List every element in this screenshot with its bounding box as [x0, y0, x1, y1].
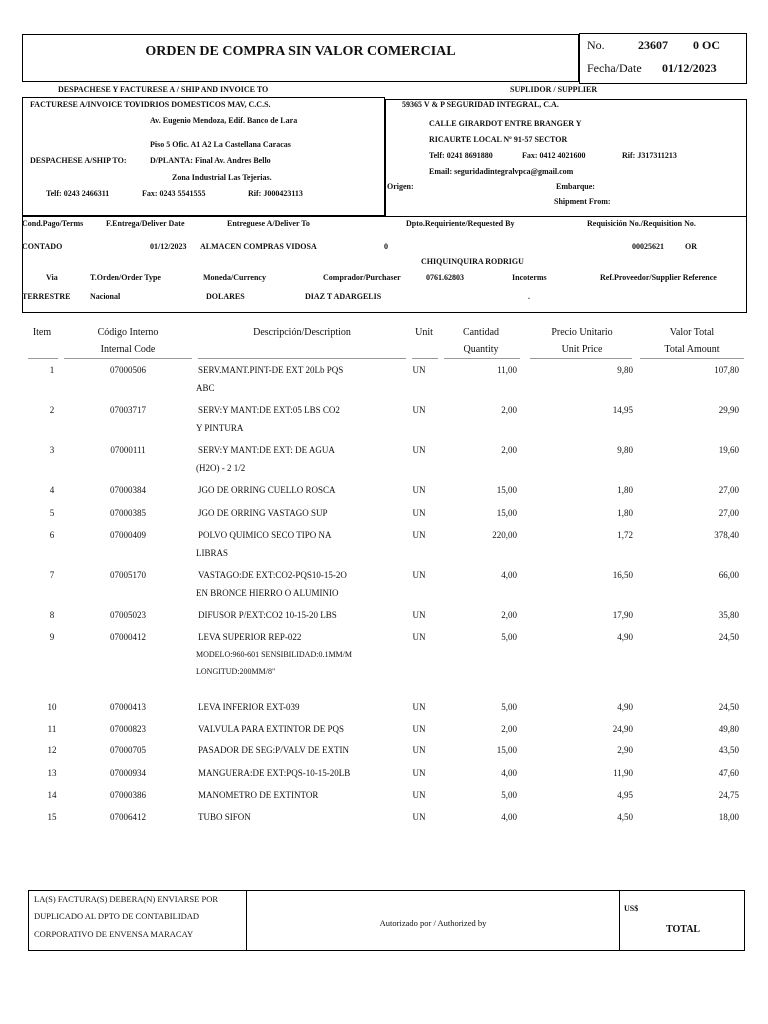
terms-deliver: ALMACEN COMPRAS VIDOSA [200, 242, 317, 251]
total-label: TOTAL [666, 924, 701, 935]
order-type-value: 0 OC [693, 38, 720, 52]
cell-description: POLVO QUIMICO SECO TIPO NA [198, 530, 332, 540]
terms-zero: 0 [384, 242, 388, 251]
col-header-unit: Unit [415, 327, 433, 338]
cell-unit: UN [412, 570, 426, 580]
cell-unit: UN [412, 745, 426, 755]
cell-code: 07000386 [110, 790, 146, 800]
cell-quantity: 4,00 [501, 570, 517, 580]
cell-quantity: 4,00 [501, 768, 517, 778]
terms-req: 00025621 [632, 242, 664, 251]
cell-description-line-2: LIBRAS [196, 548, 229, 558]
cell-total: 47,60 [718, 768, 739, 778]
supplier-address-2: RICAURTE LOCAL Nº 91-57 SECTOR [429, 135, 568, 144]
cell-description: MANGUERA:DE EXT:PQS-10-15-20LB [198, 768, 351, 778]
footer-note-line-3: CORPORATIVO DE ENVENSA MARACAY [34, 929, 194, 939]
col-underline-qty [444, 358, 520, 359]
col-header-total-1: Valor Total [669, 327, 715, 338]
cell-quantity: 2,00 [501, 724, 517, 734]
cell-total: 107,80 [714, 365, 739, 375]
cell-unit-price: 16,50 [612, 570, 633, 580]
cell-quantity: 15,00 [496, 745, 517, 755]
col-header-item: Item [32, 327, 52, 338]
terms-purchaser-code: 0761.62803 [426, 273, 464, 282]
cell-code: 07003717 [110, 405, 146, 415]
cell-code: 07000506 [110, 365, 146, 375]
cell-unit-price: 4,50 [617, 812, 633, 822]
invoice-to-label: FACTURESE A/INVOICE TO: [30, 100, 139, 109]
cell-description-line-2: Y PINTURA [196, 423, 244, 433]
terms-header-cond: Cond.Pago/Terms [22, 219, 84, 228]
col-underline-description [198, 358, 406, 359]
cell-unit: UN [412, 812, 426, 822]
cell-description: TUBO SIFON [198, 812, 251, 822]
col-header-qty-2: Quantity [463, 344, 499, 355]
cell-unit: UN [412, 632, 426, 642]
terms-header-currency: Moneda/Currency [203, 273, 266, 282]
ship-to-label: DESPACHESE A/SHIP TO: [30, 156, 127, 165]
cell-unit-price: 1,80 [617, 485, 633, 495]
terms-box [22, 216, 747, 313]
cell-total: 66,00 [718, 570, 739, 580]
cell-quantity: 2,00 [501, 610, 517, 620]
shipment-from-label: Shipment From: [554, 197, 611, 206]
cell-quantity: 2,00 [501, 445, 517, 455]
cell-unit-price: 1,80 [617, 508, 633, 518]
cell-description: MANOMETRO DE EXTINTOR [198, 790, 319, 800]
ship-to-plant: D/PLANTA: Final Av. Andres Bello [150, 156, 271, 165]
cell-description-line-2: MODELO:960-601 SENSIBILIDAD:0.1MM/M [196, 650, 352, 659]
supplier-rif: Rif: J317311213 [622, 151, 677, 160]
terms-header-req: Requisición No./Requisition No. [587, 219, 696, 228]
cell-total: 24,50 [718, 702, 739, 712]
cell-item: 15 [47, 812, 57, 822]
cell-total: 18,00 [718, 812, 739, 822]
supplier-heading: SUPLIDOR / SUPPLIER [510, 85, 598, 94]
col-underline-price [530, 358, 632, 359]
invoice-address-1: Av. Eugenio Mendoza, Edif. Banco de Lara [150, 116, 298, 125]
col-header-price-2: Unit Price [561, 344, 603, 355]
col-header-description: Descripción/Description [253, 327, 351, 338]
cell-unit-price: 4,90 [617, 632, 633, 642]
cell-item: 3 [49, 445, 55, 455]
cell-description: LEVA INFERIOR EXT-039 [198, 702, 300, 712]
col-underline-code [64, 358, 192, 359]
cell-quantity: 15,00 [496, 508, 517, 518]
cell-code: 07000384 [110, 485, 146, 495]
cell-unit: UN [412, 485, 426, 495]
cell-description: PASADOR DE SEG:P/VALV DE EXTIN [198, 745, 350, 755]
supplier-fax: Fax: 0412 4021600 [522, 151, 586, 160]
terms-currency: DOLARES [206, 292, 245, 301]
cell-total: 378,40 [714, 530, 739, 540]
cell-description: JGO DE ORRING VASTAGO SUP [198, 508, 328, 518]
terms-header-supplier-ref: Ref.Proveedor/Supplier Reference [600, 273, 717, 282]
cell-total: 27,00 [718, 485, 739, 495]
cell-item: 10 [47, 702, 57, 712]
terms-header-via: Via [46, 273, 58, 282]
cell-description-line-2: (H2O) - 2 1/2 [196, 463, 246, 473]
cell-code: 07000705 [110, 745, 146, 755]
document-title: ORDEN DE COMPRA SIN VALOR COMERCIAL [145, 44, 456, 59]
cell-total: 19,60 [718, 445, 739, 455]
cell-description: VALVULA PARA EXTINTOR DE PQS [198, 724, 345, 734]
cell-total: 29,90 [718, 405, 739, 415]
supplier-name: 59365 V & P SEGURIDAD INTEGRAL, C.A. [402, 100, 559, 109]
cell-unit-price: 4,90 [617, 702, 633, 712]
cell-code: 07006412 [110, 812, 146, 822]
date-label: Fecha/Date [587, 61, 642, 75]
terms-header-purchaser: Comprador/Purchaser [323, 273, 401, 282]
cell-unit: UN [412, 365, 426, 375]
cell-total: 27,00 [718, 508, 739, 518]
cell-description-line-2: ABC [196, 383, 215, 393]
cell-description: VASTAGO:DE EXT:CO2-PQS10-15-2O [198, 570, 347, 580]
cell-description-line-2: EN BRONCE HIERRO O ALUMINIO [196, 588, 339, 598]
cell-code: 07000934 [110, 768, 146, 778]
cell-quantity: 2,00 [501, 405, 517, 415]
cell-unit-price: 9,80 [617, 365, 633, 375]
terms-header-dpto: Dpto.Requiriente/Requested By [406, 219, 515, 228]
cell-quantity: 15,00 [496, 485, 517, 495]
cell-unit: UN [412, 790, 426, 800]
terms-dpto: CHIQUINQUIRA RODRIGU [421, 257, 524, 266]
terms-header-incoterms: Incoterms [512, 273, 547, 282]
cell-total: 24,75 [718, 790, 739, 800]
cell-unit-price: 11,90 [613, 768, 633, 778]
terms-cond: CONTADO [22, 242, 63, 251]
cell-item: 8 [49, 610, 55, 620]
cell-description: LEVA SUPERIOR REP-022 [198, 632, 302, 642]
cell-code: 07000413 [110, 702, 146, 712]
col-header-qty-1: Cantidad [462, 327, 500, 338]
cell-total: 35,80 [718, 610, 739, 620]
cell-item: 13 [47, 768, 57, 778]
cell-quantity: 4,00 [501, 812, 517, 822]
col-underline-unit [412, 358, 438, 359]
cell-item: 4 [49, 485, 55, 495]
col-header-total-2: Total Amount [664, 344, 720, 355]
cell-total: 24,50 [718, 632, 739, 642]
cell-description-line-3: LONGITUD:200MM/8" [196, 667, 276, 676]
cell-item: 6 [49, 530, 55, 540]
cell-unit: UN [412, 445, 426, 455]
cell-item: 12 [47, 745, 57, 755]
cell-quantity: 11,00 [497, 365, 517, 375]
cell-quantity: 5,00 [501, 790, 517, 800]
cell-description: SERV:Y MANT:DE EXT: DE AGUA [198, 445, 335, 455]
col-underline-total [640, 358, 744, 359]
terms-purchaser: DIAZ T ADARGELIS [305, 292, 382, 301]
cell-unit-price: 14,95 [612, 405, 633, 415]
invoice-fax: Fax: 0243 5541555 [142, 189, 206, 198]
terms-header-deliver: Entreguese A/Deliver To [227, 219, 310, 228]
cell-unit: UN [412, 768, 426, 778]
cell-code: 07000412 [110, 632, 146, 642]
supplier-phone: Telf: 0241 8691880 [429, 151, 493, 160]
cell-item: 11 [47, 724, 57, 734]
cell-code: 07005170 [110, 570, 146, 580]
cell-quantity: 5,00 [501, 702, 517, 712]
col-header-code-2: Internal Code [100, 344, 156, 355]
cell-unit: UN [412, 724, 426, 734]
cell-item: 2 [49, 405, 55, 415]
invoice-rif: Rif: J000423113 [248, 189, 303, 198]
col-underline-item [28, 358, 58, 359]
ship-invoice-heading: DESPACHESE Y FACTURESE A / SHIP AND INVOICE TO [58, 85, 269, 94]
invoice-address-2: Piso 5 Ofic. A1 A2 La Castellana Caracas [150, 140, 291, 149]
cell-unit: UN [412, 508, 426, 518]
date-value: 01/12/2023 [662, 61, 717, 75]
col-header-code-1: Código Interno [97, 327, 159, 338]
currency-label: US$ [624, 904, 639, 913]
cell-total: 49,80 [718, 724, 739, 734]
cell-total: 43,50 [718, 745, 739, 755]
terms-header-order-type: T.Orden/Order Type [90, 273, 161, 282]
footer-note-line-2: DUPLICADO AL DPTO DE CONTABILIDAD [34, 911, 200, 921]
order-no-value: 23607 [638, 38, 668, 52]
invoice-to-name: VIDRIOS DOMESTICOS MAV, C.C.S. [135, 100, 271, 109]
cell-code: 07000409 [110, 530, 146, 540]
cell-unit-price: 1,72 [617, 530, 633, 540]
terms-supplier-ref: . [528, 292, 530, 301]
footer-divider-right [619, 890, 620, 951]
cell-unit: UN [412, 405, 426, 415]
cell-item: 1 [49, 365, 55, 375]
cell-unit-price: 17,90 [612, 610, 633, 620]
embarque-label: Embarque: [556, 182, 595, 191]
cell-item: 9 [49, 632, 55, 642]
cell-code: 07000111 [110, 445, 146, 455]
cell-unit: UN [412, 702, 426, 712]
cell-description: JGO DE ORRING CUELLO ROSCA [198, 485, 336, 495]
cell-code: 07000823 [110, 724, 146, 734]
terms-or: OR [685, 242, 697, 251]
cell-unit: UN [412, 610, 426, 620]
terms-date: 01/12/2023 [150, 242, 187, 251]
cell-unit-price: 24,90 [612, 724, 633, 734]
supplier-address-1: CALLE GIRARDOT ENTRE BRANGER Y [429, 119, 582, 128]
order-no-label: No. [587, 38, 605, 52]
cell-code: 07005023 [110, 610, 146, 620]
cell-item: 5 [49, 508, 55, 518]
cell-item: 14 [47, 790, 57, 800]
cell-unit-price: 2,90 [617, 745, 633, 755]
cell-code: 07000385 [110, 508, 146, 518]
footer-note-line-1: LA(S) FACTURA(S) DEBERA(N) ENVIARSE POR [34, 894, 219, 904]
cell-unit-price: 9,80 [617, 445, 633, 455]
authorized-by-label: Autorizado por / Authorized by [379, 918, 487, 928]
cell-description: DIFUSOR P/EXT:CO2 10-15-20 LBS [198, 610, 337, 620]
cell-unit: UN [412, 530, 426, 540]
cell-quantity: 220,00 [492, 530, 517, 540]
cell-description: SERV.MANT.PINT-DE EXT 20Lb PQS [198, 365, 344, 375]
ship-to-zone: Zona Industrial Las Tejerias. [172, 173, 272, 182]
cell-item: 7 [49, 570, 55, 580]
origin-label: Origen: [387, 182, 414, 191]
invoice-phone: Telf: 0243 2466311 [46, 189, 110, 198]
terms-header-date: F.Entrega/Deliver Date [106, 219, 185, 228]
cell-quantity: 5,00 [501, 632, 517, 642]
col-header-price-1: Precio Unitario [551, 327, 613, 338]
supplier-email: Email: seguridadintegralvpca@gmail.com [429, 167, 574, 176]
terms-order-type: Nacional [90, 292, 121, 301]
terms-via: TERRESTRE [22, 292, 71, 301]
cell-description: SERV:Y MANT:DE EXT:05 LBS CO2 [198, 405, 340, 415]
cell-unit-price: 4,95 [617, 790, 633, 800]
